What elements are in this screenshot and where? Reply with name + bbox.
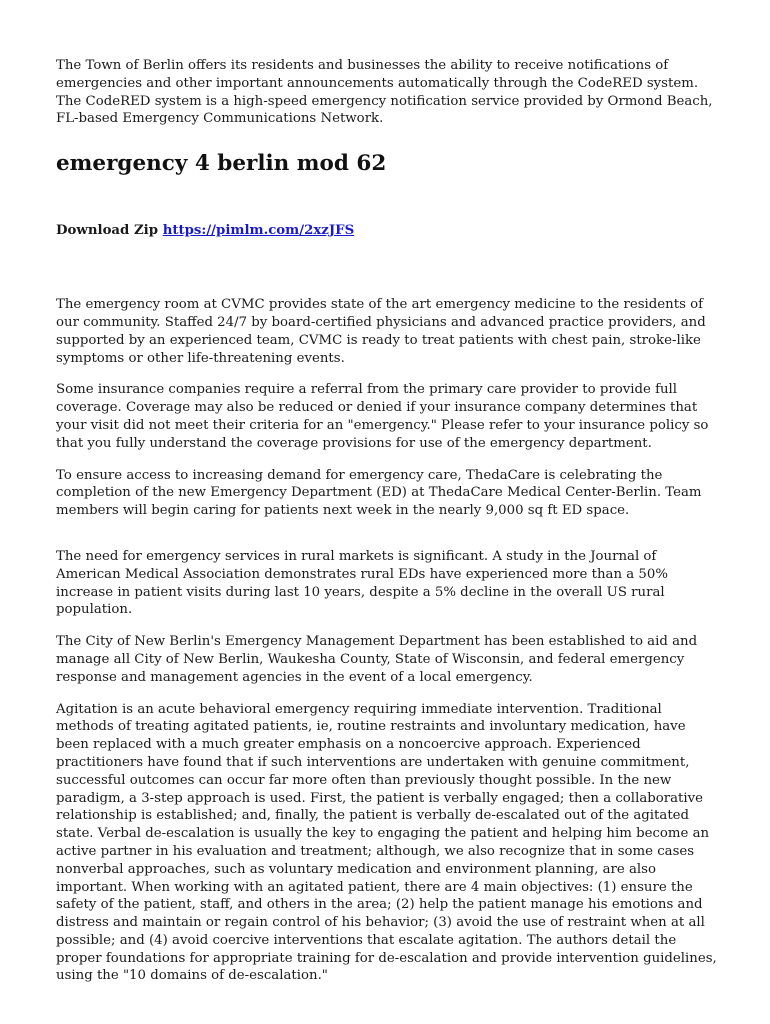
paragraph-new-berlin: The City of New Berlin's Emergency Management Department has been established to aid and manage all City of New Berlin, Waukesha County, State of Wisconsin, and federal emergency response and management agencies in the event of a local emergency.	[56, 634, 698, 685]
paragraph-rural: The need for emergency services in rural markets is significant. A study in the Journal of American Medical Association demonstrates rural EDs have experienced more than a 50% increase in patient visits during last 10 years, despite a 5% decline in the overall US rural population.	[56, 548, 668, 618]
page-title: emergency 4 berlin mod 62	[56, 151, 387, 177]
paragraph-insurance: Some insurance companies require a referral from the primary care provider to provide full coverage. Coverage may also be reduced or denied if your insurance company determines that your visit did not meet their criteria for an "emergency." Please refer to your insurance policy so that you fully understand the coverage provisions for use of the emergency department.	[56, 382, 709, 451]
download-link[interactable]: https://pimlm.com/2xzJFS	[162, 223, 355, 239]
paragraph-agitation: Agitation is an acute behavioral emergency requiring immediate intervention. Traditional methods of treating agitated patients, ie, routine restraints and involuntary medication, have been replaced with a much greater emphasis on a noncoercive approach. Experienced practitioners have found that if such interventions are undertaken with genuine commitment, successful outcomes can occur far more often than previously thought possible. In the new paradigm, a 3-step approach is used. First, the patient is verbally engaged; then a collaborative relationship is established; and, finally, the patient is verbally de-escalated out of the agitated state. Verbal de-escalation is usually the key to engaging the patient and helping him become an active partner in his evaluation and treatment; although, we also recognize that in some cases nonverbal approaches, such as voluntary medication and environment planning, are also important. When working with an agitated patient, there are 4 main objectives: (1) ensure the safety of the patient, staff, and others in the area; (2) help the patient manage his emotions and distress and maintain or regain control of his behavior; (3) avoid the use of restraint when at all possible; and (4) avoid coercive interventions that escalate agitation. The authors detail the proper foundations for appropriate training for de-escalation and provide intervention guidelines, using the "10 domains of de-escalation."	[56, 701, 717, 984]
paragraph-cvmc: The emergency room at CVMC provides state of the art emergency medicine to the residents of our community. Staffed 24/7 by board-certified physicians and advanced practice providers, and supported by an experienced team, CVMC is ready to treat patients with chest pain, stroke-like symptoms or other life-threatening events.	[56, 297, 706, 366]
intro-paragraph: The Town of Berlin offers its residents and businesses the ability to receive notifications of emergencies and other important announcements automatically through the CodeRED system. The CodeRED system is a high-speed emergency notification service provided by Ormond Beach, FL-based Emergency Communications Network.	[56, 58, 713, 127]
download-label: Download Zip	[56, 223, 159, 239]
download-line	[56, 222, 714, 240]
paragraph-thedacare: To ensure access to increasing demand for emergency care, ThedaCare is celebrating the completion of the new Emergency Department (ED) at ThedaCare Medical Center-Berlin. Team members will begin caring for patients next week in the nearly 9,000 sq ft ED space.	[56, 467, 702, 519]
